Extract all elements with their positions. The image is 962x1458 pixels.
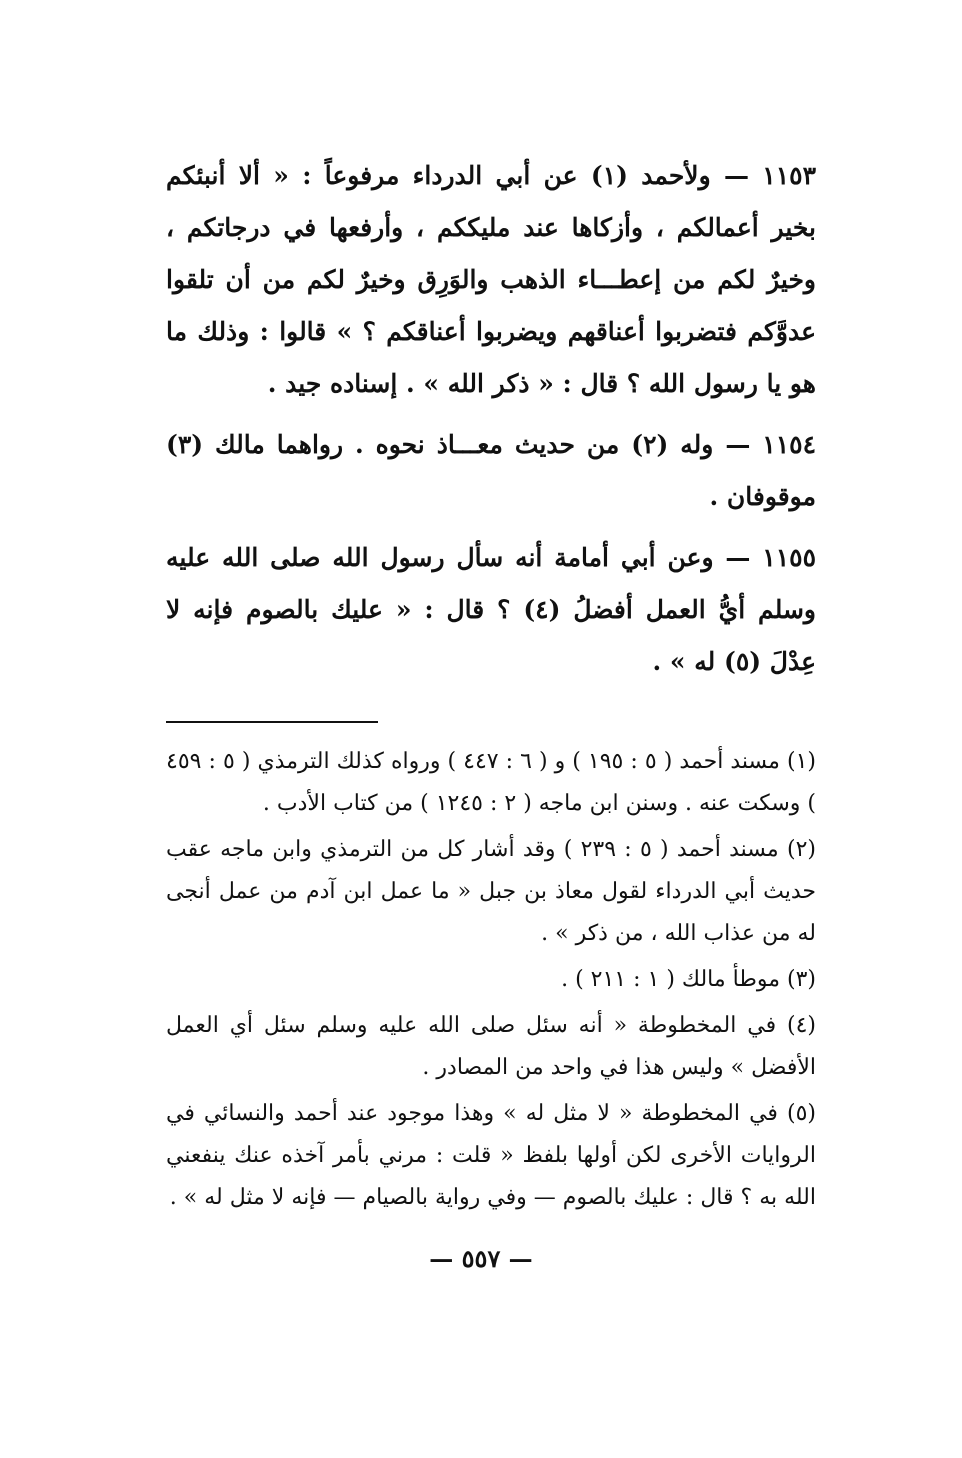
footnote-1: (١) مسند أحمد ( ٥ : ١٩٥ ) و ( ٦ : ٤٤٧ ) ورواه كذلك الترمذي ( ٥ : ٤٥٩ ) وسكت عنه . وسنن ابن ماجه ( ٢ : ١٢٤٥ ) من كتاب الأدب . [166,749,816,816]
main-text [166,150,816,688]
footnote-4: (٤) في المخطوطة « أنه سئل صلى الله عليه وسلم سئل أي العمل الأفضل » وليس هذا في واحد من المصادر . [166,1013,816,1080]
footnotes [166,741,816,1219]
hadith-1155: ١١٥٥ — وعن أبي أمامة أنه سأل رسول الله صلى الله عليه وسلم أيُّ العمل أفضلُ (٤) ؟ قال : « عليك بالصوم فإنه لا عِدْلَ (٥) له » . [166,543,816,676]
footnote-2: (٢) مسند أحمد ( ٥ : ٢٣٩ ) وقد أشار كل من الترمذي وابن ماجه عقب حديث أبي الدرداء لقول معاذ بن جبل « ما عمل ابن آدم من عمل أنجى له من عذاب الله ، من ذكر » . [166,837,816,946]
page-body [166,150,816,1223]
hadith-1154: ١١٥٤ — وله (٢) من حديث معـــاذ نحوه . رواهما مالك (٣) موقوفان . [166,430,816,511]
footnote-5: (٥) في المخطوطة « لا مثل له » وهذا موجود عند أحمد والنسائي في الروايات الأخرى لكن أولها بلفظ « قلت : مرني بأمر آخذه عنك ينفعني الله به ؟ قال : عليك بالصوم — وفي رواية بالصيام — فإنه لا مثل له » . [166,1101,816,1210]
footnote-separator-wrap [166,697,816,741]
hadith-1153: ١١٥٣ — ولأحمد (١) عن أبي الدرداء مرفوعاً : « ألا أنبئكم بخير أعمالكم ، وأزكاها عند مليككم ، وأرفعها في درجاتكم ، وخيرٌ لكم من إعطـــاء الذهب والوَرِق وخيرٌ لكم من أن تلقوا عدوَّكم فتضربوا أعناقهم ويضربوا أعناقكم ؟ » قالوا : وذلك ما هو يا رسول الله ؟ قال : « ذكر الله » . إسناده جيد . [166,161,816,398]
footnote-separator [166,721,378,723]
footnote-3: (٣) موطأ مالك ( ١ : ٢١١ ) . [561,967,816,992]
page-number: — ٥٥٧ — [429,1244,533,1273]
